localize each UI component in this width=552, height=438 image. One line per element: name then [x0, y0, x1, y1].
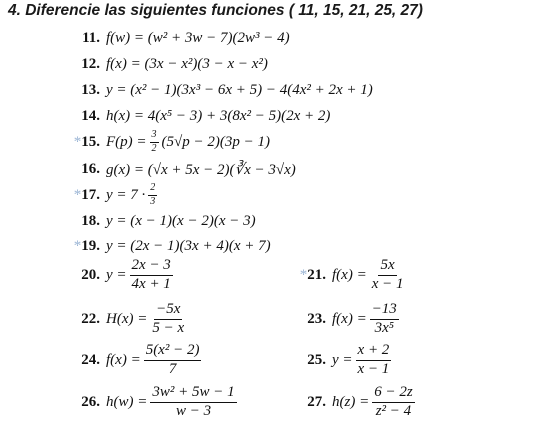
fraction-denominator: 3	[150, 195, 156, 207]
problem-14	[74, 108, 330, 125]
problem-12	[74, 56, 268, 73]
problem-lhs: y =	[106, 266, 127, 283]
problem-17	[64, 183, 160, 207]
fraction-denominator: 7	[168, 360, 177, 377]
problem-expression: y = (2x − 1)(3x + 4)(x + 7)	[106, 238, 271, 254]
problem-23	[300, 302, 402, 337]
fraction-numerator: 5x	[378, 258, 396, 276]
problem-lhs: h(w) =	[106, 393, 148, 410]
problem-lhs: f(x) =	[332, 310, 367, 327]
star-marker: *	[299, 266, 308, 283]
problem-lhs: f(x) =	[106, 351, 141, 368]
fraction-denominator: 3x⁵	[374, 319, 394, 336]
problem-number: 12.	[81, 56, 100, 72]
problem-number: 16.	[81, 161, 100, 177]
star-marker: *	[73, 133, 82, 150]
problem-20	[74, 258, 176, 293]
problem-expression: y = (x² − 1)(3x³ − 6x + 5) − 4(4x² + 2x + 1)	[106, 82, 373, 98]
fraction-numerator: −5x	[154, 302, 182, 320]
problem-expression: f(w) = (w² + 3w − 7)(2w³ − 4)	[106, 30, 290, 46]
problem-number: 15.	[81, 133, 100, 150]
problem-26	[74, 385, 240, 420]
fraction	[356, 343, 392, 378]
problem-number: 13.	[81, 82, 100, 98]
fraction-numerator: −13	[370, 302, 399, 320]
fraction	[150, 302, 186, 337]
problem-27	[300, 385, 418, 420]
problem-25	[300, 343, 394, 378]
fraction	[144, 343, 202, 378]
fraction	[370, 258, 406, 293]
problem-number: 11.	[82, 30, 100, 46]
problem-lhs: h(z) =	[332, 393, 370, 410]
problem-number: 20.	[81, 266, 100, 283]
exercise-title: 4. Diferencie las siguientes funciones ( 11, 15, 21, 25, 27)	[8, 2, 423, 19]
fraction-numerator: 5(x² − 2)	[144, 343, 202, 361]
fraction	[130, 258, 173, 293]
problem-expression: f(x) = (3x − x²)(3 − x − x²)	[106, 56, 268, 72]
problem-15	[64, 130, 270, 154]
problem-number: 23.	[307, 310, 326, 327]
problem-number: 18.	[81, 213, 100, 229]
star-marker: *	[73, 186, 82, 203]
fraction-numerator: x + 2	[356, 343, 392, 361]
problem-lhs: H(x) =	[106, 310, 148, 327]
problem-18	[74, 213, 256, 230]
problem-19	[64, 238, 271, 255]
problem-number: 19.	[81, 238, 100, 254]
fraction-numerator: 3w² + 5w − 1	[150, 385, 236, 403]
problem-expression: y = (x − 1)(x − 2)(x − 3)	[106, 213, 256, 229]
problem-number: 27.	[307, 393, 326, 410]
problem-24	[74, 343, 204, 378]
fraction	[370, 302, 399, 337]
problem-number: 17.	[81, 186, 100, 203]
problem-21	[290, 258, 408, 293]
problem-11	[74, 30, 290, 47]
problem-lhs: y =	[332, 351, 353, 368]
problem-number: 14.	[81, 108, 100, 124]
fraction	[148, 183, 157, 207]
fraction-numerator: 3	[150, 130, 159, 143]
problem-expression: h(x) = 4(x⁵ − 3) + 3(8x² − 5)(2x + 2)	[106, 108, 331, 124]
problem-16	[74, 160, 296, 179]
problem-number: 22.	[81, 310, 100, 327]
fraction-denominator: 4x + 1	[131, 275, 171, 292]
problem-number: 21.	[307, 266, 326, 283]
star-marker: *	[73, 238, 82, 254]
problem-lhs: F(p) =	[106, 133, 147, 150]
problem-22	[74, 302, 189, 337]
fraction-denominator: x − 1	[357, 360, 390, 377]
fraction-numerator: 6 − 2z	[372, 385, 414, 403]
fraction-numerator: 2x − 3	[130, 258, 173, 276]
problem-number: 25.	[307, 351, 326, 368]
fraction-denominator: 2	[151, 142, 157, 154]
problem-lhs: f(x) =	[332, 266, 367, 283]
fraction	[150, 130, 159, 154]
problem-13	[74, 82, 373, 99]
problem-expression: g(x) = (√x + 5x − 2)(∛x − 3√x)	[106, 162, 296, 178]
fraction-numerator: 2	[148, 183, 157, 196]
fraction	[372, 385, 414, 420]
fraction-denominator: w − 3	[175, 402, 212, 419]
problem-number: 24.	[81, 351, 100, 368]
fraction-denominator: x − 1	[371, 275, 404, 292]
problem-rhs: (5√p − 2)(3p − 1)	[161, 133, 270, 150]
problem-lhs: y = 7 ·	[106, 186, 146, 203]
fraction-denominator: 5 − x	[152, 319, 185, 336]
fraction-denominator: z² − 4	[375, 402, 412, 419]
problem-number: 26.	[81, 393, 100, 410]
fraction	[150, 385, 236, 420]
